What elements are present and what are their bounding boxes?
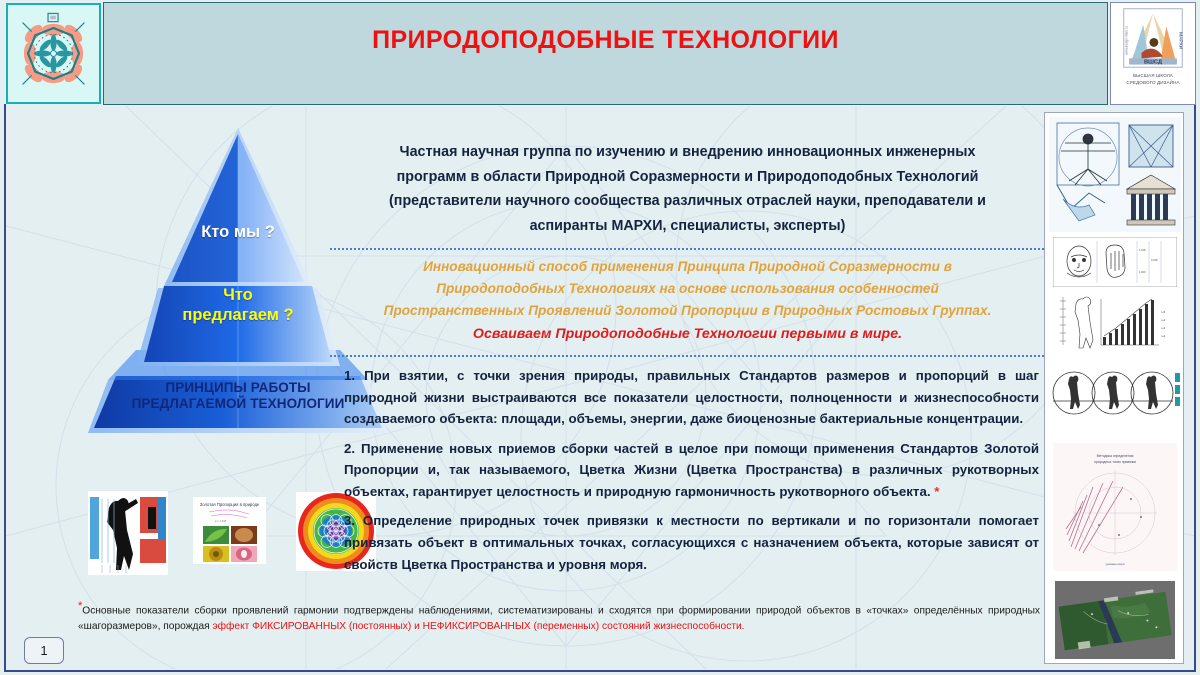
svg-text:Методика определения: Методика определения [1096, 454, 1134, 458]
modulor-figure-image[interactable] [88, 491, 168, 575]
svg-text:МАРХИ: МАРХИ [1177, 31, 1183, 50]
pyramid-level-principles: ПРИНЦИПЫ РАБОТЫ ПРЕДЛАГАЕМОЙ ТЕХНОЛОГИИ [131, 380, 345, 412]
main-text-column [330, 140, 1045, 575]
svg-text:природных точек привязки: природных точек привязки [1094, 460, 1136, 464]
vshsd-icon [1122, 7, 1184, 69]
page-number[interactable] [24, 637, 64, 664]
page-title: ПРИРОДОПОДОБНЫЕ ТЕХНОЛОГИИ [372, 26, 839, 54]
slide-frame-right [1194, 104, 1196, 671]
svg-text:www.design-mars.ru: www.design-mars.ru [1124, 26, 1129, 56]
svg-text:n+2: n+2 [1161, 335, 1166, 338]
highlight-red-line: Осваиваем Природоподобные Технологии первыми в мире. [472, 325, 903, 342]
intro-paragraph: Частная научная группа по изучению и внедрению инновационных инженерных программ в области Природной Соразмерности и Природоподобных Технологий (представители научного сообщества различных отраслей науки, преподаватели и аспиранты МАРХИ, специалисты, эксперты) [389, 144, 986, 234]
figure-in-circle-series[interactable] [1049, 365, 1181, 423]
principle-3: 3. Определение природных точек привязки к местности по вертикали и по горизонтали помогает привязать объект в оптимальных точках, согласующихся с назначением объекта, которые зависят от свойств Цветка Пространства и уровня моря. [344, 513, 1039, 572]
face-hand-proportion-study[interactable] [1053, 237, 1177, 287]
sidebar-gallery [1044, 112, 1184, 664]
svg-text:n+5: n+5 [1161, 311, 1166, 314]
vshsd-logo-caption: ВЫСШАЯ ШКОЛА СРЕДОВОГО ДИЗАЙНА [1126, 73, 1180, 85]
pyramid-level-who: Кто мы ? [201, 223, 275, 241]
vshsd-emblem-logo[interactable] [1110, 2, 1196, 105]
footnote-star: * [78, 600, 83, 612]
svg-text:φ = 1,618: φ = 1,618 [215, 520, 227, 523]
principle-2: 2. Применение новых приемов сборки частей в целое при помощи применения Стандартов Золотой Пропорции и, так называемого, Цветка Жизни (Цветка Пространства) в различных рукотворных объектах, гарантирует целостность и природную гармоничность рукотворного объекта. * [344, 440, 1039, 499]
radiating-lines-diagram[interactable] [1053, 443, 1177, 571]
svg-text:1,000: 1,000 [1139, 271, 1146, 274]
divider-2 [330, 355, 1045, 357]
svg-text:n+4: n+4 [1161, 319, 1166, 322]
footnote-marker-inline: * [934, 483, 940, 499]
principle-1: 1. При взятии, с точки зрения природы, правильных Стандартов размеров и пропорций в шаг природной жизни выстраиваются все показатели целостности, полноценности и жизнеспособности создаваемого объекта: площади, объемы, энергии, даже биоценозные бактериальные концентрации. [344, 368, 1039, 427]
vitruvian-man-diagram[interactable] [1049, 117, 1181, 232]
page-number-value: 1 [40, 643, 48, 658]
svg-text:Золотая Пропорция в природе: Золотая Пропорция в природе [199, 502, 260, 507]
footnote-black-text: Основные показатели сборки проявлений гармонии подтверждены наблюдениями, систематизированы и сходятся при формировании природой объектов в «точках» определённых природных «шагоразмеров», порождая [78, 605, 1040, 632]
aerial-site-photo[interactable] [1055, 581, 1175, 659]
svg-text:1,618: 1,618 [1139, 249, 1146, 252]
svg-text:0,618: 0,618 [1151, 259, 1158, 262]
divider-1 [330, 248, 1045, 250]
ornament-mandala-logo[interactable] [6, 3, 101, 104]
svg-text:n+3: n+3 [1161, 327, 1166, 330]
highlight-paragraph: Инновационный способ применения Принципа Природной Соразмерности в Природоподобных Технологиях на основе использования особенностей Пространственных Проявлений Золотой Пропорции в Природных Ростовых Группах. Осваиваем Природоподобные Технологии первыми в мире. [330, 256, 1045, 345]
mandala-icon [8, 5, 99, 102]
svg-text:уровень моря: уровень моря [1105, 562, 1125, 566]
svg-text:ВШСД: ВШСД [1143, 59, 1163, 66]
pyramid-level-offer: Что предлагаем ? [182, 286, 294, 325]
slide-frame-bottom [4, 670, 1196, 672]
slide-frame-left [4, 104, 6, 671]
footnote [78, 598, 1040, 634]
footnote-red-text: эффект ФИКСИРОВАННЫХ (постоянных) и НЕФИКСИРОВАННЫХ (переменных) состояний жизнеспособности. [212, 620, 745, 632]
golden-proportion-book-image[interactable] [193, 497, 266, 564]
body-proportion-chart[interactable] [1055, 291, 1175, 351]
